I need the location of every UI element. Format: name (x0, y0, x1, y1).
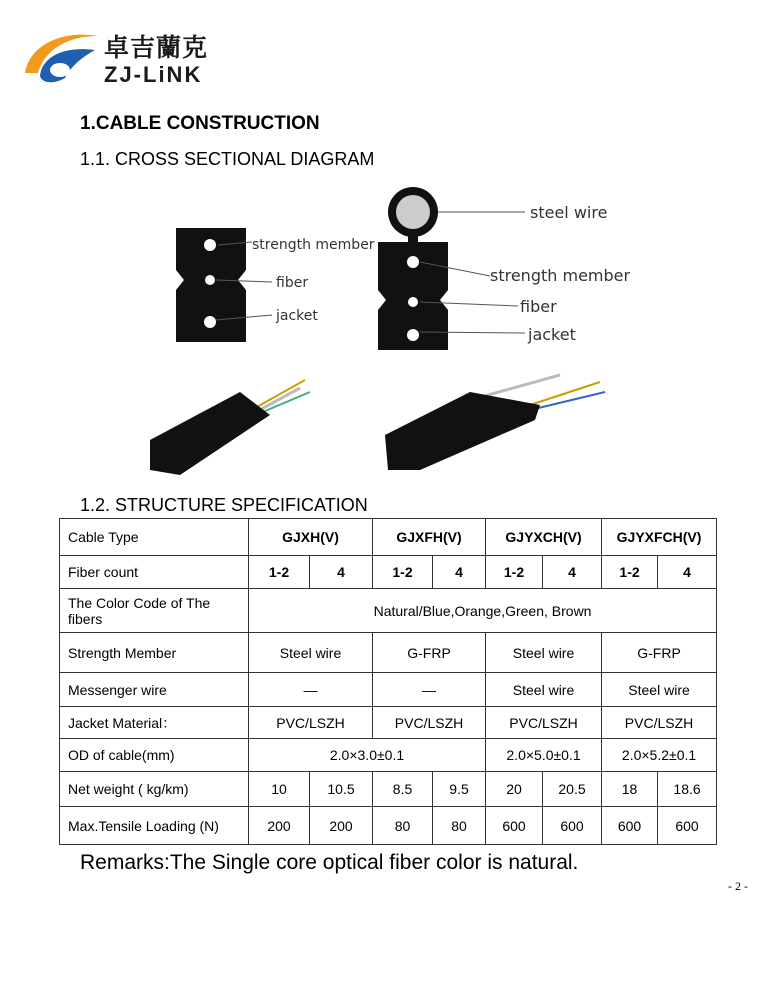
cell: 1-2 (602, 556, 658, 589)
cell: 4 (310, 556, 373, 589)
label-fiber-left: fiber (276, 275, 309, 291)
section-heading: 1.CABLE CONSTRUCTION (80, 113, 320, 134)
table-row (60, 807, 717, 845)
cell: 600 (602, 807, 658, 845)
logo-chinese: 卓吉蘭克 (104, 34, 209, 62)
table-row (60, 633, 717, 673)
cell: 20.5 (543, 772, 602, 807)
cell: PVC/LSZH (249, 707, 373, 739)
cell: Natural/Blue,Orange,Green, Brown (249, 589, 717, 633)
table-row (60, 739, 717, 772)
cell: 2.0×5.0±0.1 (486, 739, 602, 772)
cell: 600 (486, 807, 543, 845)
row-label: Cable Type (60, 519, 249, 556)
label-jacket-right: jacket (528, 325, 576, 344)
label-strength-right: strength member (490, 266, 631, 285)
subsection-heading-structure: 1.2. STRUCTURE SPECIFICATION (80, 495, 368, 515)
row-label: Strength Member (60, 633, 249, 673)
cell: 10 (249, 772, 310, 807)
structure-spec-table (59, 518, 717, 845)
cell: — (373, 673, 486, 707)
cell: 8.5 (373, 772, 433, 807)
cable-photo-right (385, 375, 605, 470)
cell: 18.6 (658, 772, 717, 807)
remarks: Remarks:The Single core optical fiber color is natural. (80, 851, 579, 874)
table-row (60, 519, 717, 556)
table-row (60, 772, 717, 807)
logo-english: ZJ-LiNK (104, 62, 203, 87)
subsection-heading-cross: 1.1. CROSS SECTIONAL DIAGRAM (80, 149, 375, 169)
row-label: Fiber count (60, 556, 249, 589)
label-fiber-right: fiber (520, 297, 557, 316)
cell: GJYXCH(V) (486, 519, 602, 556)
cross-section-diagram (0, 170, 768, 490)
cell: PVC/LSZH (373, 707, 486, 739)
cell: 2.0×3.0±0.1 (249, 739, 486, 772)
cell: 1-2 (373, 556, 433, 589)
row-label: Max.Tensile Loading (N) (60, 807, 249, 845)
cell: 9.5 (433, 772, 486, 807)
cell: 600 (658, 807, 717, 845)
cell: 10.5 (310, 772, 373, 807)
cell: 4 (543, 556, 602, 589)
page-number: - 2 - (728, 879, 748, 893)
cell: 200 (310, 807, 373, 845)
cell: 4 (433, 556, 486, 589)
row-label: The Color Code of The fibers (60, 589, 249, 633)
cell: G-FRP (373, 633, 486, 673)
label-jacket-left: jacket (276, 308, 318, 324)
row-label: Jacket Material： (60, 707, 249, 739)
cell: 80 (433, 807, 486, 845)
row-label: Net weight ( kg/km) (60, 772, 249, 807)
cell: Steel wire (249, 633, 373, 673)
cell: 600 (543, 807, 602, 845)
table-row (60, 707, 717, 739)
cell: PVC/LSZH (602, 707, 717, 739)
cell: 1-2 (486, 556, 543, 589)
cell: GJXH(V) (249, 519, 373, 556)
cell: Steel wire (486, 673, 602, 707)
table-row (60, 673, 717, 707)
cell: GJXFH(V) (373, 519, 486, 556)
label-strength-left: strength member (252, 237, 375, 253)
logo-icon (20, 28, 100, 84)
cell: Steel wire (486, 633, 602, 673)
cell: 200 (249, 807, 310, 845)
cell: Steel wire (602, 673, 717, 707)
cell: — (249, 673, 373, 707)
cell: 1-2 (249, 556, 310, 589)
row-label: OD of cable(mm) (60, 739, 249, 772)
cell: 18 (602, 772, 658, 807)
cell: GJYXFCH(V) (602, 519, 717, 556)
cell: 4 (658, 556, 717, 589)
row-label: Messenger wire (60, 673, 249, 707)
label-steel-right: steel wire (530, 203, 608, 222)
cell: PVC/LSZH (486, 707, 602, 739)
table-row (60, 589, 717, 633)
cable-photo-left (150, 380, 310, 475)
cell: G-FRP (602, 633, 717, 673)
cell: 20 (486, 772, 543, 807)
cell: 2.0×5.2±0.1 (602, 739, 717, 772)
cell: 80 (373, 807, 433, 845)
table-row (60, 556, 717, 589)
